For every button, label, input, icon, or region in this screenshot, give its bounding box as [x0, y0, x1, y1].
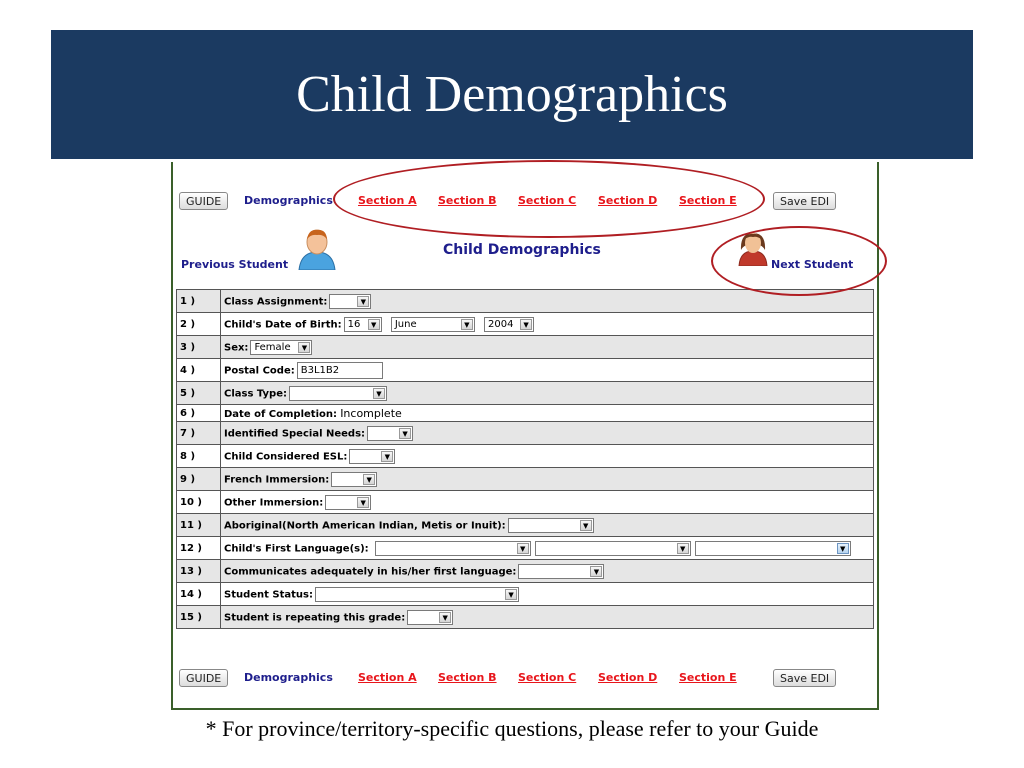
guide-button[interactable]: GUIDE — [179, 192, 228, 210]
table-row — [177, 583, 874, 606]
table-row — [177, 382, 874, 405]
chevron-down-icon[interactable]: ▼ — [520, 319, 532, 330]
chevron-down-icon[interactable]: ▼ — [399, 428, 411, 439]
field-cell — [221, 290, 874, 313]
row-number: 4 ) — [177, 359, 221, 382]
row-number: 14 ) — [177, 583, 221, 606]
postal-code-input[interactable]: B3L1B2 — [297, 362, 383, 379]
field-cell — [221, 514, 874, 537]
repeating-grade-select[interactable] — [407, 610, 453, 625]
table-row — [177, 405, 874, 422]
chevron-down-icon[interactable]: ▼ — [381, 451, 393, 462]
row-number: 8 ) — [177, 445, 221, 468]
chevron-down-icon[interactable]: ▼ — [461, 319, 473, 330]
nav-section-c[interactable]: Section C — [518, 194, 577, 207]
table-row — [177, 359, 874, 382]
nav-section-d-bottom[interactable]: Section D — [598, 671, 658, 684]
field-cell — [221, 313, 874, 336]
row-number: 6 ) — [177, 405, 221, 422]
class-assignment-label: Class Assignment: — [224, 296, 328, 307]
save-edi-button-bottom[interactable]: Save EDI — [773, 669, 836, 687]
row-number: 7 ) — [177, 422, 221, 445]
table-row — [177, 537, 874, 560]
chevron-down-icon[interactable]: ▼ — [677, 543, 689, 554]
table-row — [177, 606, 874, 629]
field-cell — [221, 537, 874, 560]
table-row — [177, 445, 874, 468]
chevron-down-icon[interactable]: ▼ — [517, 543, 529, 554]
birth-year-select[interactable]: 2004 ▼ — [484, 317, 534, 332]
field-cell — [221, 405, 874, 422]
row-number: 12 ) — [177, 537, 221, 560]
chevron-down-icon[interactable]: ▼ — [357, 497, 369, 508]
chevron-down-icon[interactable]: ▼ — [505, 589, 517, 600]
special-needs-label: Identified Special Needs: — [224, 428, 366, 439]
nav-section-e-bottom[interactable]: Section E — [679, 671, 737, 684]
sex-select[interactable]: Female ▼ — [250, 340, 312, 355]
chevron-down-icon[interactable]: ▼ — [363, 474, 375, 485]
row-number: 9 ) — [177, 468, 221, 491]
postal-code-label: Postal Code: — [224, 365, 295, 376]
communicates-label: Communicates adequately in his/her first language: — [224, 566, 517, 577]
chevron-down-icon[interactable]: ▼ — [837, 543, 849, 554]
girl-student-icon[interactable] — [735, 230, 771, 270]
next-student-link[interactable]: Next Student — [771, 258, 854, 271]
class-type-label: Class Type: — [224, 388, 287, 399]
row-number: 15 ) — [177, 606, 221, 629]
row-number: 3 ) — [177, 336, 221, 359]
table-row — [177, 491, 874, 514]
row-number: 13 ) — [177, 560, 221, 583]
chevron-down-icon[interactable]: ▼ — [368, 319, 380, 330]
field-cell — [221, 491, 874, 514]
french-immersion-select[interactable] — [331, 472, 377, 487]
row-number: 10 ) — [177, 491, 221, 514]
class-type-select[interactable] — [289, 386, 387, 401]
field-cell — [221, 445, 874, 468]
table-row — [177, 422, 874, 445]
chevron-down-icon[interactable]: ▼ — [590, 566, 602, 577]
table-row — [177, 468, 874, 491]
date-of-birth-label: Child's Date of Birth: — [224, 319, 342, 330]
row-number: 1 ) — [177, 290, 221, 313]
demographics-form-table — [176, 289, 874, 629]
nav-demographics[interactable]: Demographics — [244, 194, 333, 207]
nav-section-a[interactable]: Section A — [358, 194, 417, 207]
boy-student-icon[interactable] — [295, 228, 339, 274]
save-edi-button[interactable]: Save EDI — [773, 192, 836, 210]
field-cell — [221, 359, 874, 382]
nav-section-b[interactable]: Section B — [438, 194, 497, 207]
field-cell — [221, 560, 874, 583]
sex-label: Sex: — [224, 342, 249, 353]
birth-day-select[interactable]: 16 ▼ — [344, 317, 382, 332]
student-status-select[interactable] — [315, 587, 519, 602]
esl-select[interactable] — [349, 449, 395, 464]
birth-month-select[interactable]: June ▼ — [391, 317, 475, 332]
footnote: * For province/territory-specific questions, please refer to your Guide — [205, 716, 819, 741]
aboriginal-select[interactable] — [508, 518, 594, 533]
first-language-select-2[interactable] — [535, 541, 691, 556]
nav-section-e[interactable]: Section E — [679, 194, 737, 207]
special-needs-select[interactable] — [367, 426, 413, 441]
table-row — [177, 336, 874, 359]
previous-student-link[interactable]: Previous Student — [181, 258, 289, 271]
table-row — [177, 514, 874, 537]
field-cell — [221, 422, 874, 445]
chevron-down-icon[interactable]: ▼ — [357, 296, 369, 307]
french-immersion-label: French Immersion: — [224, 474, 330, 485]
chevron-down-icon[interactable]: ▼ — [373, 388, 385, 399]
chevron-down-icon[interactable]: ▼ — [580, 520, 592, 531]
row-number: 11 ) — [177, 514, 221, 537]
class-assignment-select[interactable] — [329, 294, 371, 309]
nav-demographics-bottom[interactable]: Demographics — [244, 671, 333, 684]
date-of-completion-label: Date of Completion: — [224, 408, 337, 420]
esl-label: Child Considered ESL: — [224, 451, 348, 462]
nav-section-a-bottom[interactable]: Section A — [358, 671, 417, 684]
guide-button-bottom[interactable]: GUIDE — [179, 669, 228, 687]
row-number: 2 ) — [177, 313, 221, 336]
field-cell — [221, 382, 874, 405]
edi-form-panel — [171, 162, 879, 710]
first-language-label: Child's First Language(s): — [224, 543, 369, 554]
table-row — [177, 313, 874, 336]
repeating-grade-label: Student is repeating this grade: — [224, 612, 406, 623]
other-immersion-select[interactable] — [325, 495, 371, 510]
form-heading: Child Demographics — [443, 242, 601, 258]
field-cell — [221, 606, 874, 629]
field-cell — [221, 468, 874, 491]
slide-title: Child Demographics — [51, 30, 973, 159]
other-immersion-label: Other Immersion: — [224, 497, 324, 508]
field-cell — [221, 336, 874, 359]
completion-status: Incomplete — [340, 406, 402, 420]
field-cell — [221, 583, 874, 606]
aboriginal-label: Aboriginal(North American Indian, Metis or Inuit): — [224, 520, 506, 531]
table-row — [177, 290, 874, 313]
nav-section-d[interactable]: Section D — [598, 194, 658, 207]
chevron-down-icon[interactable]: ▼ — [298, 342, 310, 353]
table-row — [177, 560, 874, 583]
first-language-select-1[interactable] — [375, 541, 531, 556]
communicates-select[interactable] — [518, 564, 604, 579]
first-language-select-3[interactable] — [695, 541, 851, 556]
nav-section-c-bottom[interactable]: Section C — [518, 671, 577, 684]
nav-section-b-bottom[interactable]: Section B — [438, 671, 497, 684]
chevron-down-icon[interactable]: ▼ — [439, 612, 451, 623]
row-number: 5 ) — [177, 382, 221, 405]
student-status-label: Student Status: — [224, 589, 314, 600]
